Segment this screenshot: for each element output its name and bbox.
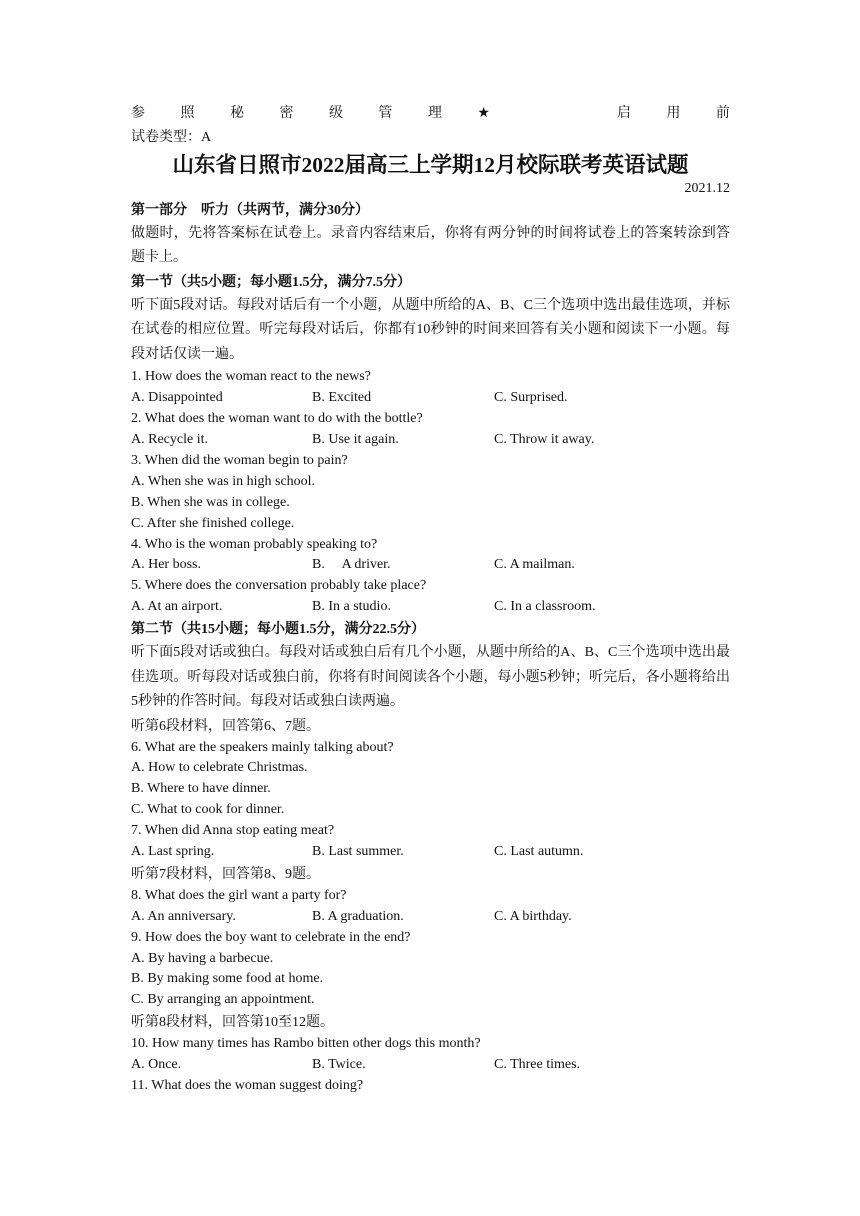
- question-5: 5. Where does the conversation probably take place?: [131, 578, 427, 594]
- option-c: C. By arranging an appointment.: [131, 992, 315, 1008]
- question-11: 11. What does the woman suggest doing?: [131, 1078, 364, 1094]
- question-10: 10. How many times has Rambo bitten other dogs this month?: [131, 1036, 481, 1052]
- question-4: 4. Who is the woman probably speaking to?: [131, 536, 378, 552]
- option-b: B. Excited: [312, 390, 372, 406]
- question-5-options: [131, 597, 730, 618]
- question-7: 7. When did Anna stop eating meat?: [131, 823, 335, 839]
- option-b: B. A graduation.: [312, 908, 404, 924]
- option-a: A. When she was in high school.: [131, 473, 316, 489]
- notice-char: 理: [427, 106, 442, 121]
- option-a: A. Disappointed: [131, 390, 223, 406]
- option-b: B. Last summer.: [312, 844, 404, 860]
- option-a: A. Recycle it.: [131, 432, 208, 448]
- option-c: C. A mailman.: [494, 557, 575, 573]
- notice-char: 照: [180, 106, 195, 121]
- option-b: B. In a studio.: [312, 599, 391, 615]
- notice-char: 密: [279, 106, 294, 121]
- option-b: B. Twice.: [312, 1057, 366, 1073]
- section1-heading: 第一节（共5小题；每小题1.5分，满分7.5分）: [131, 274, 411, 290]
- option-a: A. Once.: [131, 1057, 182, 1073]
- question-4-options: [131, 555, 730, 576]
- question-7-options: [131, 842, 730, 863]
- question-3: 3. When did the woman begin to pain?: [131, 452, 348, 468]
- paper-type: 试卷类型：A: [131, 130, 212, 145]
- option-b: B. A driver.: [312, 557, 391, 573]
- exam-title: 山东省日照市2022届高三上学期12月校际联考英语试题: [172, 152, 689, 177]
- option-a: A. At an airport.: [131, 599, 223, 615]
- option-c: C. In a classroom.: [494, 599, 596, 615]
- question-1-options: [131, 388, 730, 409]
- notice-char: 启: [616, 106, 631, 121]
- question-1: 1. How does the woman react to the news?: [131, 369, 371, 385]
- question-10-options: [131, 1055, 730, 1076]
- material-6-instruction: 听第6段材料，回答第6、7题。: [131, 718, 320, 734]
- material-8-instruction: 听第8段材料，回答第10至12题。: [131, 1015, 334, 1031]
- exam-date: 2021.12: [684, 180, 730, 196]
- notice-char: 级: [328, 106, 343, 121]
- spacer: [525, 100, 581, 128]
- option-b: B. Where to have dinner.: [131, 781, 271, 797]
- question-2: 2. What does the woman want to do with the bottle?: [131, 411, 423, 427]
- option-c: C. Last autumn.: [494, 844, 584, 860]
- notice-char: 前: [715, 106, 730, 121]
- option-c: C. Surprised.: [494, 390, 568, 406]
- notice-char: 参: [131, 106, 145, 121]
- confidential-notice: [131, 100, 730, 128]
- option-a: A. How to celebrate Christmas.: [131, 760, 308, 776]
- section1-intro: 听下面5段对话。每段对话后有一个小题，从题中所给的A、B、C三个选项中选出最佳选项，并标在试卷的相应位置。听完每段对话后，你都有10秒钟的时间来回答有关小题和阅读下一小题。每段对话仅读一遍。: [131, 297, 730, 362]
- option-b: B. By making some food at home.: [131, 971, 324, 987]
- option-c: C. After she finished college.: [131, 515, 295, 531]
- question-2-options: [131, 430, 730, 451]
- question-8: 8. What does the girl want a party for?: [131, 887, 347, 903]
- option-b: B. Use it again.: [312, 432, 399, 448]
- option-b: B. When she was in college.: [131, 494, 290, 510]
- option-c: C. Three times.: [494, 1057, 581, 1073]
- part1-heading: 第一部分 听力（共两节，满分30分）: [131, 202, 369, 218]
- option-a: A. Last spring.: [131, 844, 215, 860]
- option-c: C. What to cook for dinner.: [131, 802, 285, 818]
- question-8-options: [131, 907, 730, 928]
- section2-intro: 听下面5段对话或独白。每段对话或独白后有几个小题，从题中所给的A、B、C三个选项中选出最佳选项。听每段对话或独白前，你将有时间阅读各个小题，每小题5秒钟；听完后，各小题将给出5秒钟的作答时间。每段对话或独白读两遍。: [131, 645, 730, 710]
- part1-intro: 做题时，先将答案标在试卷上。录音内容结束后，你将有两分钟的时间将试卷上的答案转涂到答题卡上。: [131, 225, 730, 266]
- option-a: A. An anniversary.: [131, 908, 236, 924]
- option-c: C. A birthday.: [494, 908, 572, 924]
- notice-char: 管: [378, 106, 393, 121]
- material-7-instruction: 听第7段材料，回答第8、9题。: [131, 866, 320, 882]
- notice-char: 秘: [229, 106, 244, 121]
- exam-page: [131, 100, 730, 1097]
- option-a: A. Her boss.: [131, 557, 201, 573]
- notice-char: 用: [666, 106, 681, 121]
- section2-heading: 第二节（共15小题；每小题1.5分，满分22.5分）: [131, 622, 425, 638]
- question-6: 6. What are the speakers mainly talking about?: [131, 739, 394, 755]
- question-9: 9. How does the boy want to celebrate in the end?: [131, 929, 411, 945]
- option-c: C. Throw it away.: [494, 432, 595, 448]
- star-icon: ★: [477, 106, 490, 121]
- option-a: A. By having a barbecue.: [131, 950, 274, 966]
